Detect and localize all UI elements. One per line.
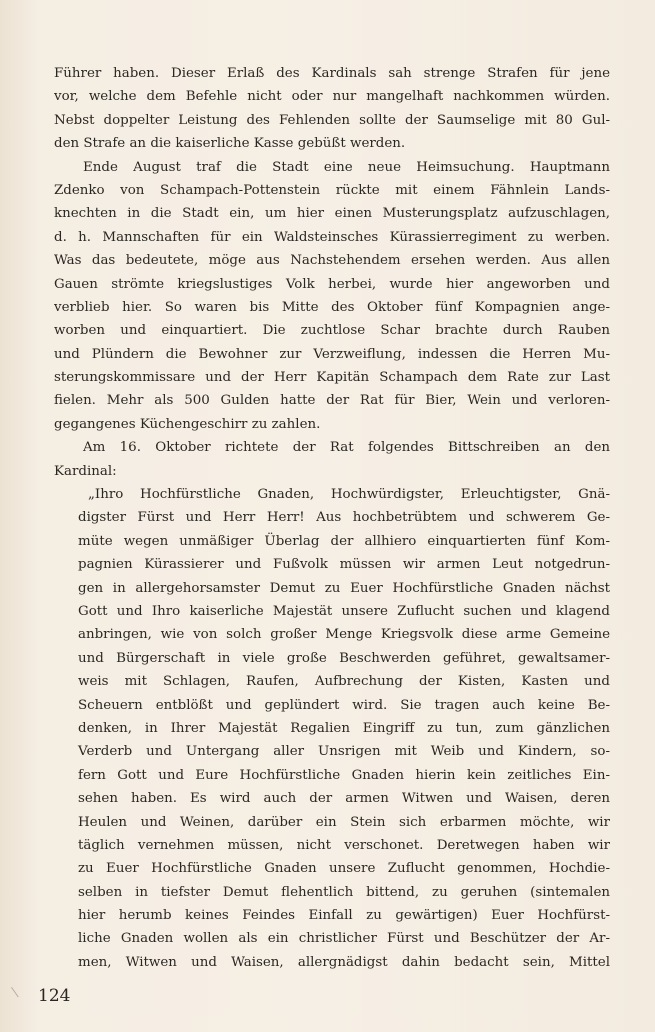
quote-line: Heulen und Weinen, darüber ein Stein sich erbarmen möchte, wir — [78, 814, 610, 830]
text-line: worben und einquartiert. Die zuchtlose Schar brachte durch Rauben — [54, 323, 610, 339]
text-line: den Strafe an die kaiserliche Kasse gebüßt werden. — [54, 136, 406, 152]
quote-line: pagnien Kürassierer und Fußvolk müssen wir armen Leut notgedrun- — [78, 557, 610, 573]
quote-line: und Bürgerschaft in viele große Beschwerden geführet, gewaltsamer- — [78, 650, 610, 666]
text-line: Führer haben. Dieser Erlaß des Kardinals sah strenge Strafen für jene — [54, 66, 610, 81]
text-line: Ende August traf die Stadt eine neue Heimsuchung. Hauptmann — [83, 159, 610, 175]
quote-line: liche Gnaden wollen als ein christlicher Fürst und Beschützer der Ar- — [78, 931, 610, 947]
text-line: Zdenko von Schampach-Pottenstein rückte mit einem Fähnlein Lands- — [54, 182, 610, 198]
quote-line: denken, in Ihrer Majestät Regalien Eingriff zu tun, zum gänzlichen — [78, 720, 610, 736]
quote-line: men, Witwen und Waisen, allergnädigst dahin bedacht sein, Mittel — [78, 954, 610, 970]
text-line: Kardinal: — [54, 463, 117, 479]
quote-line: „Ihro Hochfürstliche Gnaden, Hochwürdigster, Erleuchtigster, Gnä- — [88, 487, 610, 503]
body-text — [54, 62, 610, 974]
text-line: sterungskommissare und der Herr Kapitän Schampach dem Rate zur Last — [54, 370, 610, 386]
quote-line: gen in allergehorsamster Demut zu Euer Hochfürstliche Gnaden nächst — [78, 580, 610, 596]
quote-line: zu Euer Hochfürstliche Gnaden unsere Zuflucht genommen, Hochdie- — [78, 861, 610, 877]
quote-line: digster Fürst und Herr Herr! Aus hochbetrübtem und schwerem Ge- — [78, 510, 610, 526]
quote-line: müte wegen unmäßiger Überlag der allhiero einquartierten fünf Kom- — [78, 533, 610, 549]
text-line: vor, welche dem Befehle nicht oder nur mangelhaft nachkommen würden. — [54, 89, 610, 105]
quote-line: fern Gott und Eure Hochfürstliche Gnaden hierin kein zeitliches Ein- — [78, 767, 610, 783]
text-line: knechten in die Stadt ein, um hier einen Musterungsplatz aufzuschlagen, — [54, 206, 610, 222]
edge-mark — [11, 985, 22, 998]
text-line: und Plündern die Bewohner zur Verzweiflung, indessen die Herren Mu- — [54, 346, 610, 362]
quote-line: hier herumb keines Feindes Einfall zu gewärtigen) Euer Hochfürst- — [78, 908, 610, 924]
text-line: Gauen strömte kriegslustiges Volk herbei, wurde hier angeworben und — [54, 276, 610, 292]
text-line: Was das bedeutete, möge aus Nachstehendem ersehen werden. Aus allen — [54, 253, 610, 269]
page-number: 124 — [38, 986, 71, 1006]
text-line: verblieb hier. So waren bis Mitte des Oktober fünf Kompagnien ange- — [54, 299, 610, 315]
text-line: fielen. Mehr als 500 Gulden hatte der Rat für Bier, Wein und verloren- — [54, 393, 610, 409]
quote-line: täglich vernehmen müssen, nicht verschonet. Deretwegen haben wir — [78, 837, 610, 853]
quote-line: anbringen, wie von solch großer Menge Kriegsvolk diese arme Gemeine — [78, 627, 610, 643]
quote-line: Verderb und Untergang aller Unsrigen mit Weib und Kindern, so- — [78, 744, 610, 760]
quote-line: sehen haben. Es wird auch der armen Witwen und Waisen, deren — [78, 791, 610, 807]
quote-line: selben in tiefster Demut flehentlich bittend, zu geruhen (sintemalen — [78, 884, 610, 900]
text-line: Am 16. Oktober richtete der Rat folgendes Bittschreiben an den — [83, 440, 610, 456]
text-line: d. h. Mannschaften für ein Waldsteinsches Kürassierregiment zu werben. — [54, 229, 610, 245]
text-line: gegangenes Küchengeschirr zu zahlen. — [54, 416, 321, 432]
quote-line: weis mit Schlagen, Raufen, Aufbrechung der Kisten, Kasten und — [78, 674, 610, 690]
text-line: Nebst doppelter Leistung des Fehlenden sollte der Saumselige mit 80 Gul- — [54, 112, 610, 128]
quote-line: Scheuern entblößt und geplündert wird. Sie tragen auch keine Be- — [78, 697, 610, 713]
quote-line: Gott und Ihro kaiserliche Majestät unsere Zuflucht suchen und klagend — [78, 603, 610, 619]
